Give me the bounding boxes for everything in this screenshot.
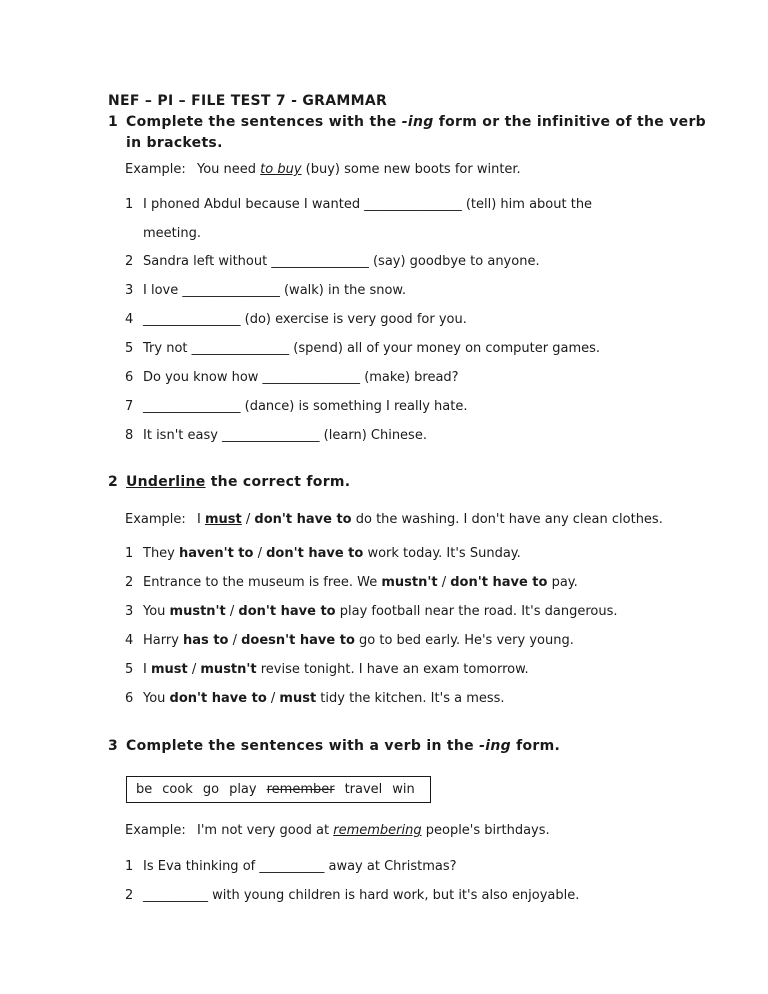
section-1-instruction-cont: in brackets. <box>126 135 223 151</box>
s2-item: 6 You don't have to / must tidy the kitchen. It's a mess. <box>125 691 505 706</box>
section-3-example: Example: I'm not very good at remembering people's birthdays. <box>125 823 550 838</box>
s2-item: 1 They haven't to / don't have to work today. It's Sunday. <box>125 546 521 561</box>
s1-item: 6 Do you know how _______________ (make) bread? <box>125 370 459 385</box>
word-box-item: win <box>392 782 415 797</box>
s1-item: 1 I phoned Abdul because I wanted _______________ (tell) him about the <box>125 197 593 212</box>
word-box-item: cook <box>162 782 193 797</box>
s1-item: 8 It isn't easy _______________ (learn) Chinese. <box>125 428 427 443</box>
s1-item: meeting. <box>143 226 201 241</box>
s1-item: 7 _______________ (dance) is something I really hate. <box>125 399 468 414</box>
word-box-item: be <box>136 782 153 797</box>
word-box-item: travel <box>344 782 383 797</box>
word-box <box>126 776 431 803</box>
s2-item: 3 You mustn't / don't have to play football near the road. It's dangerous. <box>125 604 618 619</box>
section-2-example: Example: I must / don't have to do the washing. I don't have any clean clothes. <box>125 512 663 527</box>
s1-item: 5 Try not _______________ (spend) all of your money on computer games. <box>125 341 601 356</box>
s1-item: 4 _______________ (do) exercise is very good for you. <box>125 312 467 327</box>
s2-item: 5 I must / mustn't revise tonight. I have an exam tomorrow. <box>125 662 529 677</box>
s3-item: 1 Is Eva thinking of __________ away at Christmas? <box>125 859 457 874</box>
section-2-instruction: 2 Underline the correct form. <box>108 474 351 490</box>
page-title: NEF – PI – FILE TEST 7 - GRAMMAR <box>108 93 388 109</box>
s2-item: 2 Entrance to the museum is free. We mustn't / don't have to pay. <box>125 575 578 590</box>
word-box-item: go <box>202 782 220 797</box>
section-3-instruction: 3 Complete the sentences with a verb in the -ing form. <box>108 738 561 754</box>
word-box-item-crossed: remember <box>266 782 335 797</box>
section-1-example: Example: You need to buy (buy) some new boots for winter. <box>125 162 521 177</box>
word-box-item: play <box>229 782 257 797</box>
section-1-instruction: 1 Complete the sentences with the -ing form or the infinitive of the verb <box>108 114 706 130</box>
s3-item: 2 __________ with young children is hard work, but it's also enjoyable. <box>125 888 580 903</box>
s1-item: 2 Sandra left without _______________ (say) goodbye to anyone. <box>125 254 540 269</box>
s2-item: 4 Harry has to / doesn't have to go to bed early. He's very young. <box>125 633 574 648</box>
s1-item: 3 I love _______________ (walk) in the snow. <box>125 283 406 298</box>
